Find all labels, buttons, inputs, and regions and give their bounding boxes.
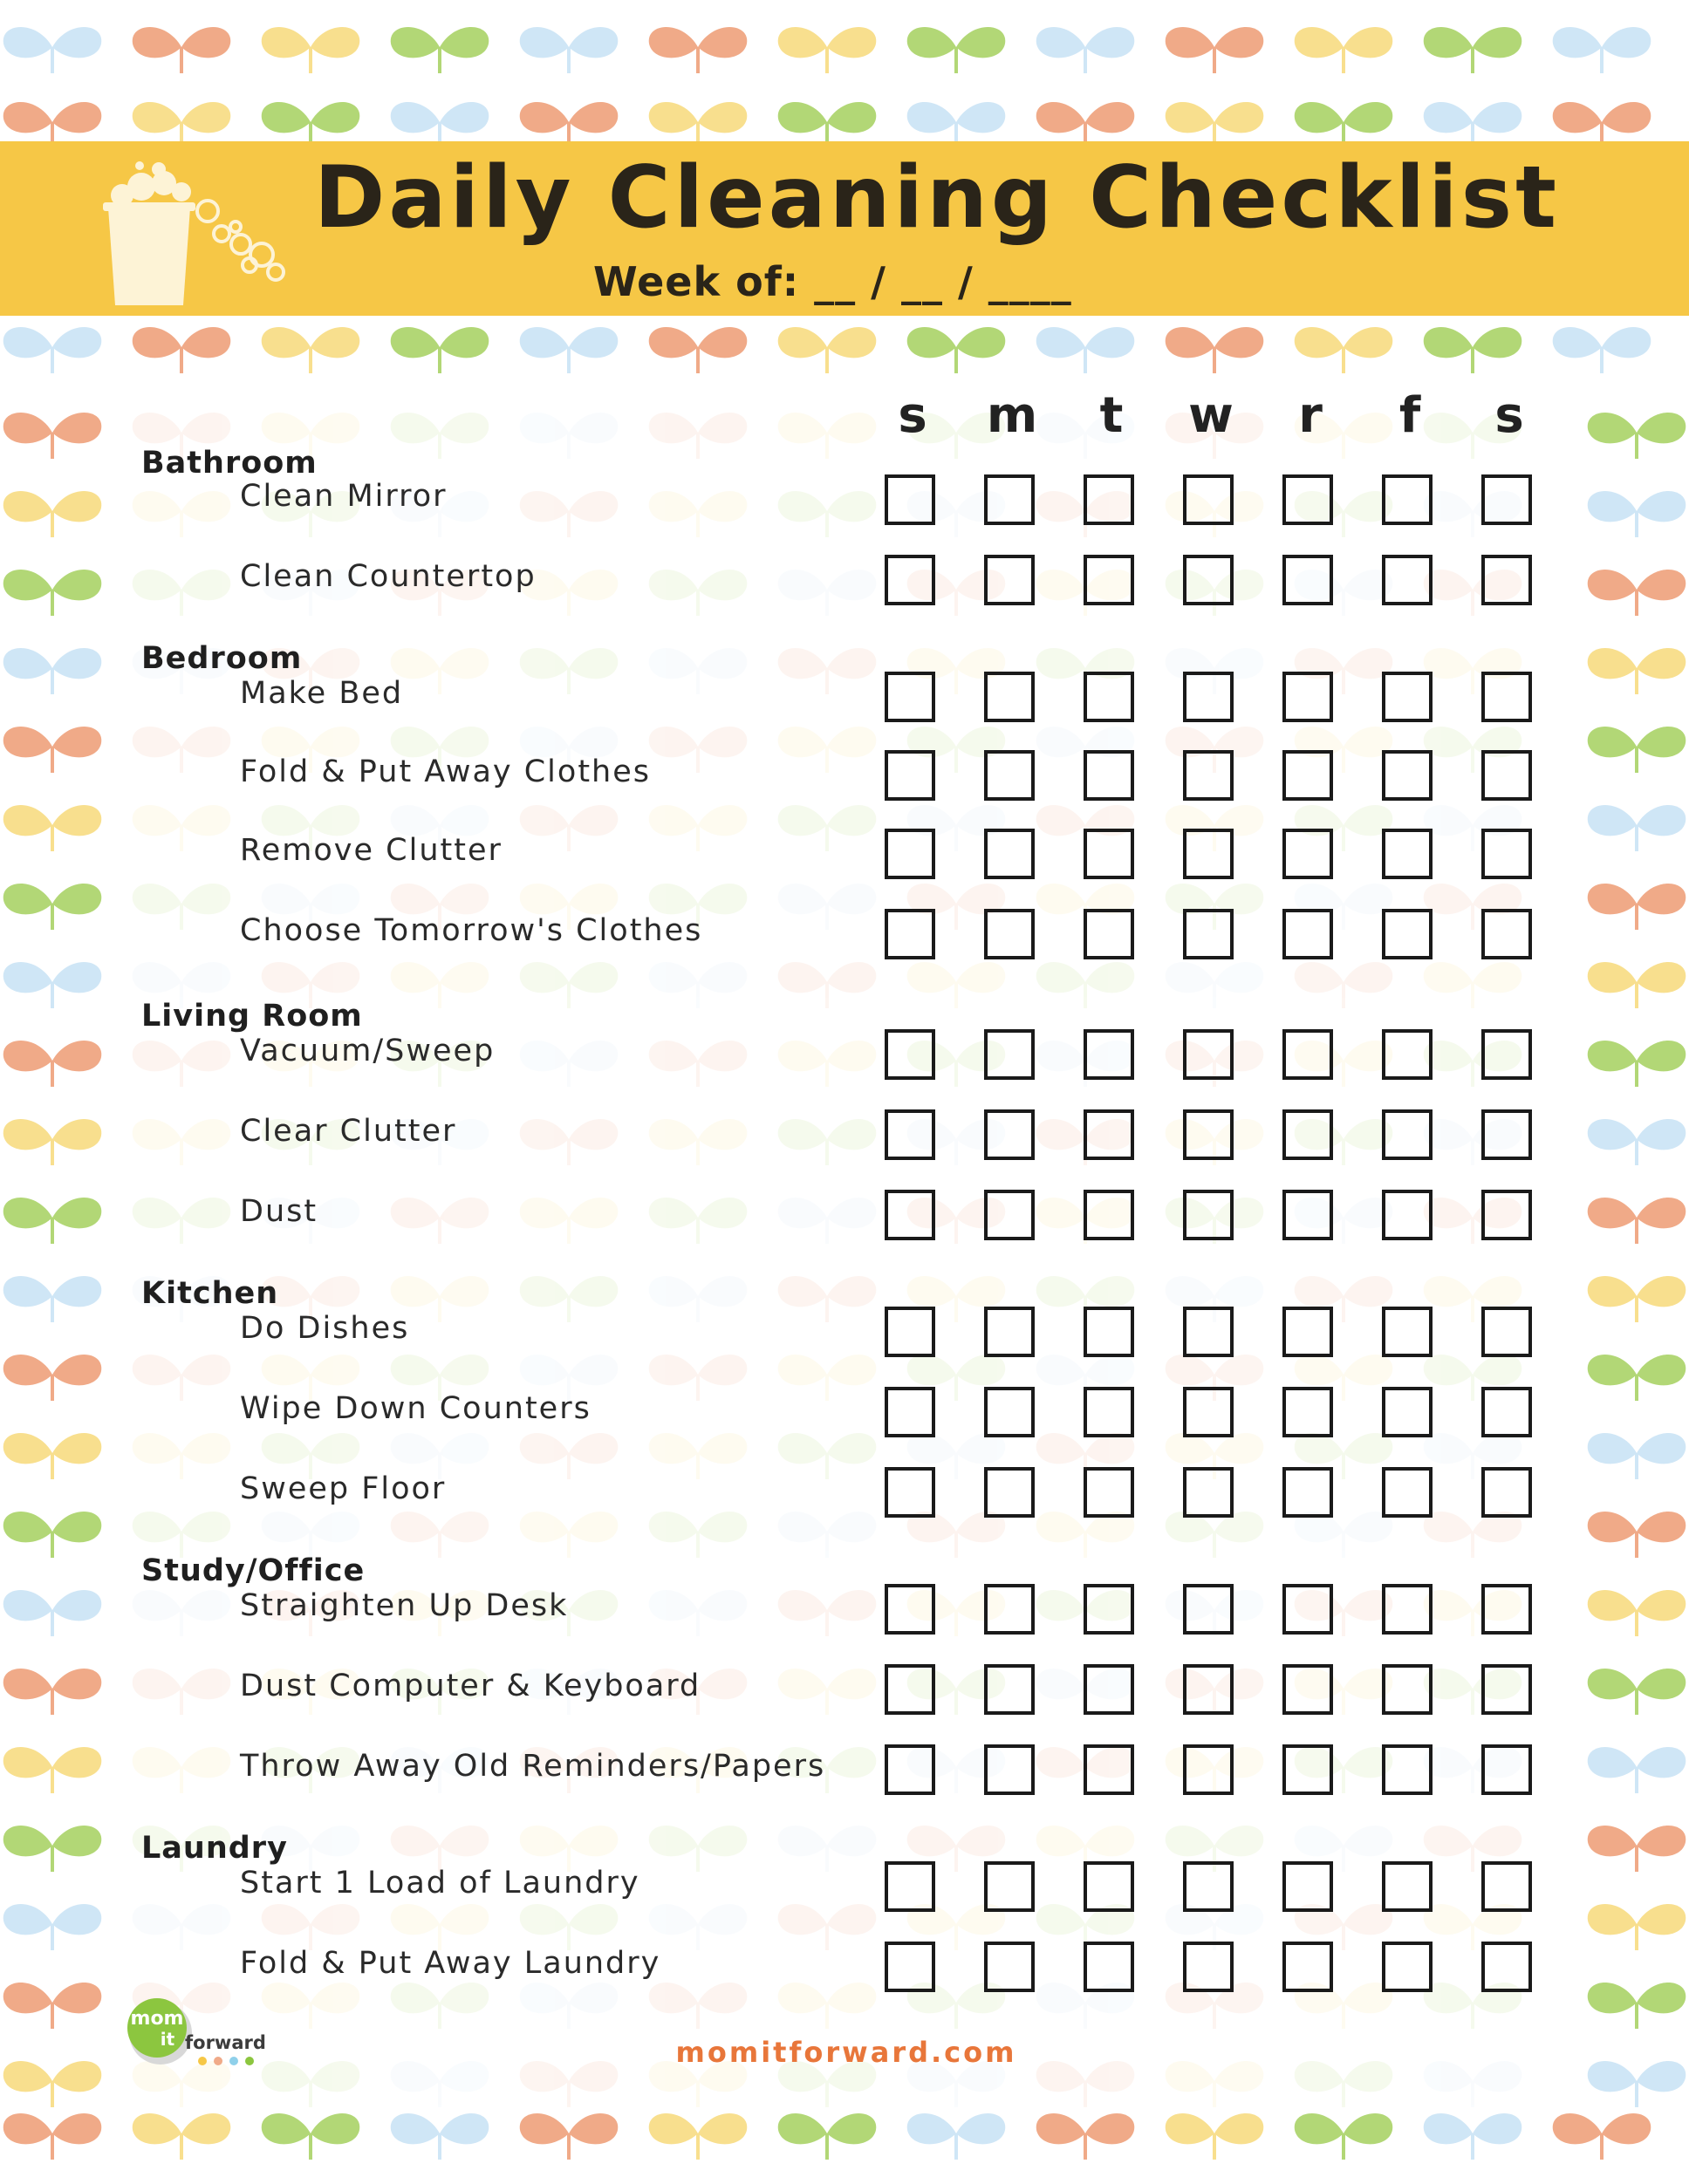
day-checkbox[interactable]	[1481, 1109, 1532, 1160]
day-checkbox[interactable]	[1282, 1584, 1333, 1635]
task-label: Fold & Put Away Clothes	[240, 754, 651, 789]
day-checkbox[interactable]	[1382, 555, 1433, 605]
day-checkbox[interactable]	[1481, 829, 1532, 879]
day-checkbox[interactable]	[1183, 829, 1234, 879]
day-checkbox[interactable]	[984, 1029, 1035, 1080]
day-checkbox[interactable]	[984, 1190, 1035, 1240]
day-header: r	[1298, 387, 1323, 444]
day-checkbox[interactable]	[885, 1664, 935, 1715]
day-checkbox[interactable]	[1481, 1190, 1532, 1240]
day-checkbox[interactable]	[1282, 750, 1333, 801]
day-header: w	[1188, 387, 1234, 444]
day-checkbox[interactable]	[1282, 1387, 1333, 1437]
day-checkbox[interactable]	[1084, 1467, 1134, 1518]
day-checkbox[interactable]	[1282, 1029, 1333, 1080]
day-header: s	[898, 387, 927, 444]
day-checkbox[interactable]	[1183, 672, 1234, 722]
day-checkbox[interactable]	[1382, 1029, 1433, 1080]
day-checkbox[interactable]	[984, 474, 1035, 525]
day-checkbox[interactable]	[1382, 1942, 1433, 1992]
task-label: Clean Countertop	[240, 559, 537, 594]
task-label: Make Bed	[240, 676, 404, 711]
day-checkbox[interactable]	[885, 1387, 935, 1437]
day-checkbox[interactable]	[1481, 909, 1532, 959]
day-checkbox[interactable]	[984, 1307, 1035, 1357]
day-checkbox[interactable]	[1481, 1942, 1532, 1992]
day-checkbox[interactable]	[1282, 1744, 1333, 1795]
day-checkbox[interactable]	[885, 1029, 935, 1080]
day-checkbox[interactable]	[1282, 474, 1333, 525]
day-checkbox[interactable]	[1183, 1744, 1234, 1795]
logo-text-it: it	[160, 2029, 175, 2050]
day-checkbox[interactable]	[885, 474, 935, 525]
day-checkbox[interactable]	[984, 1584, 1035, 1635]
day-checkbox[interactable]	[1481, 474, 1532, 525]
day-checkbox[interactable]	[885, 555, 935, 605]
day-checkbox[interactable]	[1282, 1664, 1333, 1715]
section-heading: Kitchen	[141, 1276, 279, 1311]
day-checkbox[interactable]	[1183, 1942, 1234, 1992]
day-checkbox[interactable]	[984, 1744, 1035, 1795]
day-checkbox[interactable]	[1481, 1387, 1532, 1437]
day-checkbox[interactable]	[1183, 1664, 1234, 1715]
day-checkbox[interactable]	[1382, 672, 1433, 722]
day-checkbox[interactable]	[984, 1942, 1035, 1992]
day-checkbox[interactable]	[1183, 1387, 1234, 1437]
day-checkbox[interactable]	[1282, 829, 1333, 879]
day-checkbox[interactable]	[1382, 1861, 1433, 1912]
logo-text-forward: forward	[185, 2032, 266, 2053]
day-checkbox[interactable]	[885, 1584, 935, 1635]
day-checkbox[interactable]	[885, 829, 935, 879]
day-checkbox[interactable]	[1183, 1307, 1234, 1357]
day-checkbox[interactable]	[1084, 1029, 1134, 1080]
day-checkbox[interactable]	[1481, 672, 1532, 722]
day-checkbox[interactable]	[1282, 1307, 1333, 1357]
day-checkbox[interactable]	[1183, 1190, 1234, 1240]
day-checkbox[interactable]	[1084, 909, 1134, 959]
day-checkbox[interactable]	[1183, 1109, 1234, 1160]
day-checkbox[interactable]	[984, 1387, 1035, 1437]
section-heading: Laundry	[141, 1831, 288, 1866]
section-heading: Bathroom	[141, 446, 318, 481]
day-checkbox[interactable]	[984, 672, 1035, 722]
day-checkbox[interactable]	[1084, 1584, 1134, 1635]
task-label: Dust	[240, 1194, 318, 1229]
day-checkbox[interactable]	[1382, 1190, 1433, 1240]
day-checkbox[interactable]	[885, 1744, 935, 1795]
day-checkbox[interactable]	[1084, 1744, 1134, 1795]
day-checkbox[interactable]	[1183, 1029, 1234, 1080]
day-checkbox[interactable]	[1382, 750, 1433, 801]
day-checkbox[interactable]	[1481, 1307, 1532, 1357]
task-label: Throw Away Old Reminders/Papers	[240, 1749, 826, 1784]
day-checkbox[interactable]	[1084, 1307, 1134, 1357]
day-checkbox[interactable]	[1183, 474, 1234, 525]
week-of-line: Week of: __ / __ / ____	[593, 258, 1072, 305]
task-label: Clear Clutter	[240, 1114, 457, 1149]
day-checkbox[interactable]	[885, 1942, 935, 1992]
day-checkbox[interactable]	[1282, 1109, 1333, 1160]
day-checkbox[interactable]	[984, 1109, 1035, 1160]
day-checkbox[interactable]	[1481, 1664, 1532, 1715]
day-checkbox[interactable]	[1481, 1467, 1532, 1518]
day-checkbox[interactable]	[984, 909, 1035, 959]
task-label: Dust Computer & Keyboard	[240, 1669, 701, 1703]
day-checkbox[interactable]	[1382, 1307, 1433, 1357]
task-label: Choose Tomorrow's Clothes	[240, 913, 703, 948]
day-checkbox[interactable]	[885, 1190, 935, 1240]
section-heading: Living Room	[141, 999, 363, 1034]
day-checkbox[interactable]	[1282, 909, 1333, 959]
day-checkbox[interactable]	[1084, 1387, 1134, 1437]
day-checkbox[interactable]	[1481, 1744, 1532, 1795]
day-checkbox[interactable]	[984, 1664, 1035, 1715]
task-label: Sweep Floor	[240, 1471, 447, 1506]
section-heading: Study/Office	[141, 1553, 366, 1588]
day-checkbox[interactable]	[885, 1307, 935, 1357]
day-checkbox[interactable]	[1481, 750, 1532, 801]
day-checkbox[interactable]	[1084, 1942, 1134, 1992]
day-checkbox[interactable]	[984, 829, 1035, 879]
task-label: Wipe Down Counters	[240, 1391, 591, 1426]
day-checkbox[interactable]	[1481, 1584, 1532, 1635]
task-label: Clean Mirror	[240, 479, 448, 514]
day-checkbox[interactable]	[984, 555, 1035, 605]
day-header: f	[1398, 387, 1421, 444]
day-checkbox[interactable]	[1183, 1467, 1234, 1518]
day-checkbox[interactable]	[1084, 1664, 1134, 1715]
day-checkbox[interactable]	[885, 909, 935, 959]
day-checkbox[interactable]	[1084, 750, 1134, 801]
task-label: Fold & Put Away Laundry	[240, 1946, 661, 1981]
day-checkbox[interactable]	[885, 1109, 935, 1160]
day-checkbox[interactable]	[1183, 1584, 1234, 1635]
task-label: Straighten Up Desk	[240, 1588, 569, 1623]
day-checkbox[interactable]	[1382, 1109, 1433, 1160]
task-label: Do Dishes	[240, 1311, 410, 1346]
day-checkbox[interactable]	[1084, 1861, 1134, 1912]
day-checkbox[interactable]	[1084, 672, 1134, 722]
logo-text-mom: mom	[130, 2008, 184, 2030]
task-label: Remove Clutter	[240, 833, 503, 868]
day-checkbox[interactable]	[1282, 1861, 1333, 1912]
day-checkbox[interactable]	[1382, 1664, 1433, 1715]
day-checkbox[interactable]	[1382, 1584, 1433, 1635]
page-title: Daily Cleaning Checklist	[314, 148, 1560, 248]
day-checkbox[interactable]	[885, 1861, 935, 1912]
day-checkbox[interactable]	[1282, 1190, 1333, 1240]
day-checkbox[interactable]	[885, 672, 935, 722]
day-checkbox[interactable]	[1183, 555, 1234, 605]
day-checkbox[interactable]	[984, 1861, 1035, 1912]
task-label: Vacuum/Sweep	[240, 1034, 496, 1068]
day-checkbox[interactable]	[1183, 909, 1234, 959]
day-checkbox[interactable]	[1481, 1861, 1532, 1912]
day-checkbox[interactable]	[1084, 555, 1134, 605]
day-checkbox[interactable]	[1183, 1861, 1234, 1912]
day-checkbox[interactable]	[1282, 672, 1333, 722]
day-header: m	[986, 387, 1038, 444]
day-checkbox[interactable]	[1382, 474, 1433, 525]
day-checkbox[interactable]	[1481, 555, 1532, 605]
day-checkbox[interactable]	[1382, 1387, 1433, 1437]
day-header: t	[1099, 387, 1124, 444]
day-header: s	[1494, 387, 1524, 444]
day-checkbox[interactable]	[1382, 829, 1433, 879]
day-checkbox[interactable]	[984, 750, 1035, 801]
day-checkbox[interactable]	[1382, 909, 1433, 959]
day-checkbox[interactable]	[1282, 555, 1333, 605]
day-checkbox[interactable]	[1183, 750, 1234, 801]
day-checkbox[interactable]	[1382, 1467, 1433, 1518]
day-checkbox[interactable]	[1084, 474, 1134, 525]
day-checkbox[interactable]	[1084, 1190, 1134, 1240]
day-checkbox[interactable]	[1084, 829, 1134, 879]
day-checkbox[interactable]	[984, 1467, 1035, 1518]
day-checkbox[interactable]	[1282, 1467, 1333, 1518]
website-link[interactable]: momitforward.com	[675, 2036, 1017, 2069]
task-label: Start 1 Load of Laundry	[240, 1866, 640, 1901]
day-checkbox[interactable]	[1282, 1942, 1333, 1992]
section-heading: Bedroom	[141, 641, 303, 676]
day-checkbox[interactable]	[1084, 1109, 1134, 1160]
day-checkbox[interactable]	[885, 1467, 935, 1518]
day-checkbox[interactable]	[885, 750, 935, 801]
day-checkbox[interactable]	[1382, 1744, 1433, 1795]
day-checkbox[interactable]	[1481, 1029, 1532, 1080]
